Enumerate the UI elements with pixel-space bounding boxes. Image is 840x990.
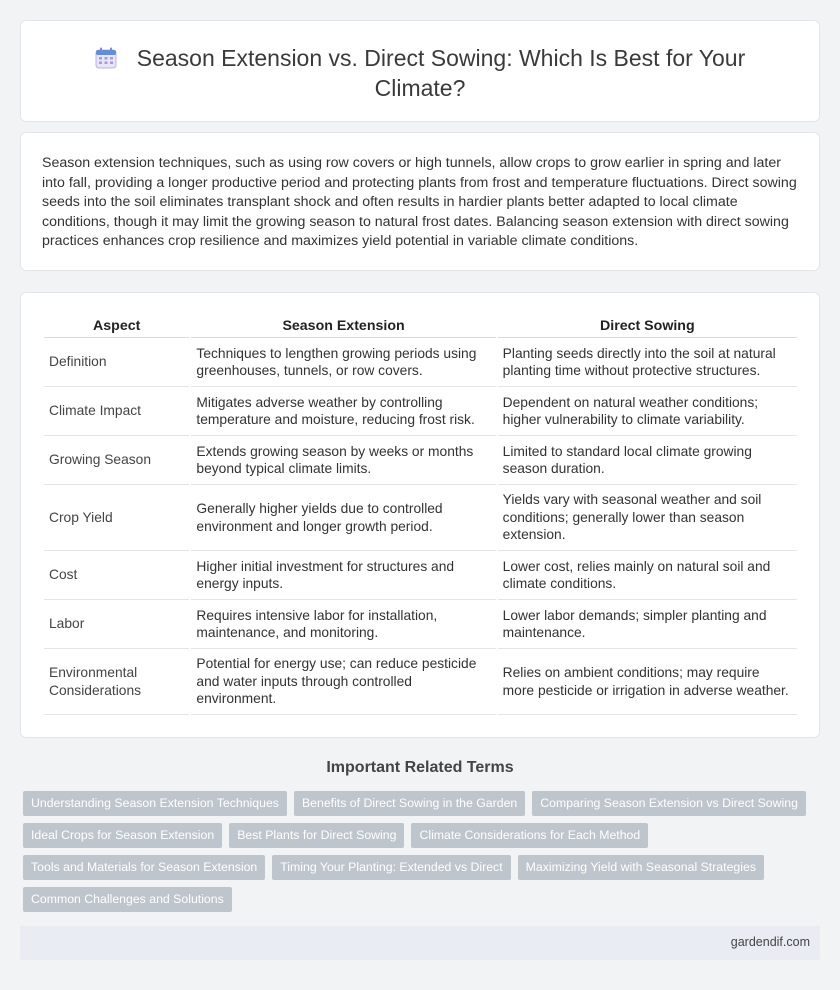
related-term-tag[interactable]: Understanding Season Extension Techniques xyxy=(23,791,287,816)
page-title-text: Season Extension vs. Direct Sowing: Which Is Best for Your Climate? xyxy=(136,45,746,101)
related-term-tag[interactable]: Common Challenges and Solutions xyxy=(23,887,232,912)
table-row xyxy=(44,436,797,485)
header-card xyxy=(20,20,820,122)
column-header-season-extension: Season Extension xyxy=(191,315,495,338)
related-term-tag[interactable]: Ideal Crops for Season Extension xyxy=(23,823,222,848)
season-extension-cell: Potential for energy use; can reduce pesticide and water inputs through controlled environment. xyxy=(191,649,495,715)
table-row xyxy=(44,600,797,649)
tag-row xyxy=(23,791,813,823)
season-extension-cell: Higher initial investment for structures and energy inputs. xyxy=(191,551,495,600)
table-row xyxy=(44,485,797,551)
footer-site-link[interactable]: gardendif.com xyxy=(730,935,810,949)
aspect-cell: Growing Season xyxy=(44,436,189,485)
direct-sowing-cell: Limited to standard local climate growing season duration. xyxy=(498,436,797,485)
season-extension-cell: Requires intensive labor for installation, maintenance, and monitoring. xyxy=(191,600,495,649)
table-row xyxy=(44,649,797,715)
related-term-tag[interactable]: Comparing Season Extension vs Direct Sowing xyxy=(532,791,806,816)
tag-row xyxy=(23,855,813,887)
direct-sowing-cell: Relies on ambient conditions; may require more pesticide or irrigation in adverse weather. xyxy=(498,649,797,715)
aspect-cell: Environmental Considerations xyxy=(44,649,189,715)
intro-card xyxy=(20,132,820,271)
column-header-aspect: Aspect xyxy=(44,315,189,338)
direct-sowing-cell: Yields vary with seasonal weather and soil conditions; generally lower than season extension. xyxy=(498,485,797,551)
aspect-cell: Cost xyxy=(44,551,189,600)
aspect-cell: Labor xyxy=(44,600,189,649)
related-term-tag[interactable]: Climate Considerations for Each Method xyxy=(411,823,648,848)
column-header-direct-sowing: Direct Sowing xyxy=(498,315,797,338)
table-header-row xyxy=(44,315,797,338)
season-extension-cell: Techniques to lengthen growing periods using greenhouses, tunnels, or row covers. xyxy=(191,338,495,387)
season-extension-cell: Mitigates adverse weather by controlling temperature and moisture, reducing frost risk. xyxy=(191,387,495,436)
comparison-table-card xyxy=(20,292,820,738)
related-term-tag[interactable]: Benefits of Direct Sowing in the Garden xyxy=(294,791,525,816)
direct-sowing-cell: Lower labor demands; simpler planting and maintenance. xyxy=(498,600,797,649)
season-extension-cell: Extends growing season by weeks or months beyond typical climate limits. xyxy=(191,436,495,485)
comparison-table xyxy=(42,315,799,715)
table-row xyxy=(44,338,797,387)
intro-paragraph: Season extension techniques, such as using row covers or high tunnels, allow crops to grow earlier in spring and later into fall, providing a longer productive period and protecting plants from frost and temperature fluctuations. Direct sowing seeds into the soil eliminates transplant shock and often results in hardier plants better adapted to local climate conditions, though it may limit the growing season to natural frost dates. Balancing season extension with direct sowing practices enhances crop resilience and maximizes yield potential in variable climate conditions. xyxy=(42,155,797,250)
table-row xyxy=(44,551,797,600)
related-term-tag[interactable]: Best Plants for Direct Sowing xyxy=(229,823,404,848)
aspect-cell: Crop Yield xyxy=(44,485,189,551)
table-row xyxy=(44,387,797,436)
tag-row xyxy=(23,823,813,855)
aspect-cell: Definition xyxy=(44,338,189,387)
calendar-icon xyxy=(95,46,117,68)
related-terms-heading: Important Related Terms xyxy=(326,759,514,776)
aspect-cell: Climate Impact xyxy=(44,387,189,436)
related-terms-list xyxy=(23,791,813,919)
direct-sowing-cell: Lower cost, relies mainly on natural soil and climate conditions. xyxy=(498,551,797,600)
direct-sowing-cell: Dependent on natural weather conditions; higher vulnerability to climate variability. xyxy=(498,387,797,436)
tag-row xyxy=(23,887,813,919)
related-term-tag[interactable]: Maximizing Yield with Seasonal Strategies xyxy=(518,855,764,880)
season-extension-cell: Generally higher yields due to controlled environment and longer growth period. xyxy=(191,485,495,551)
direct-sowing-cell: Planting seeds directly into the soil at natural planting time without protective structures. xyxy=(498,338,797,387)
page-title xyxy=(61,43,779,103)
footer xyxy=(20,926,820,960)
related-term-tag[interactable]: Timing Your Planting: Extended vs Direct xyxy=(272,855,510,880)
related-term-tag[interactable]: Tools and Materials for Season Extension xyxy=(23,855,265,880)
